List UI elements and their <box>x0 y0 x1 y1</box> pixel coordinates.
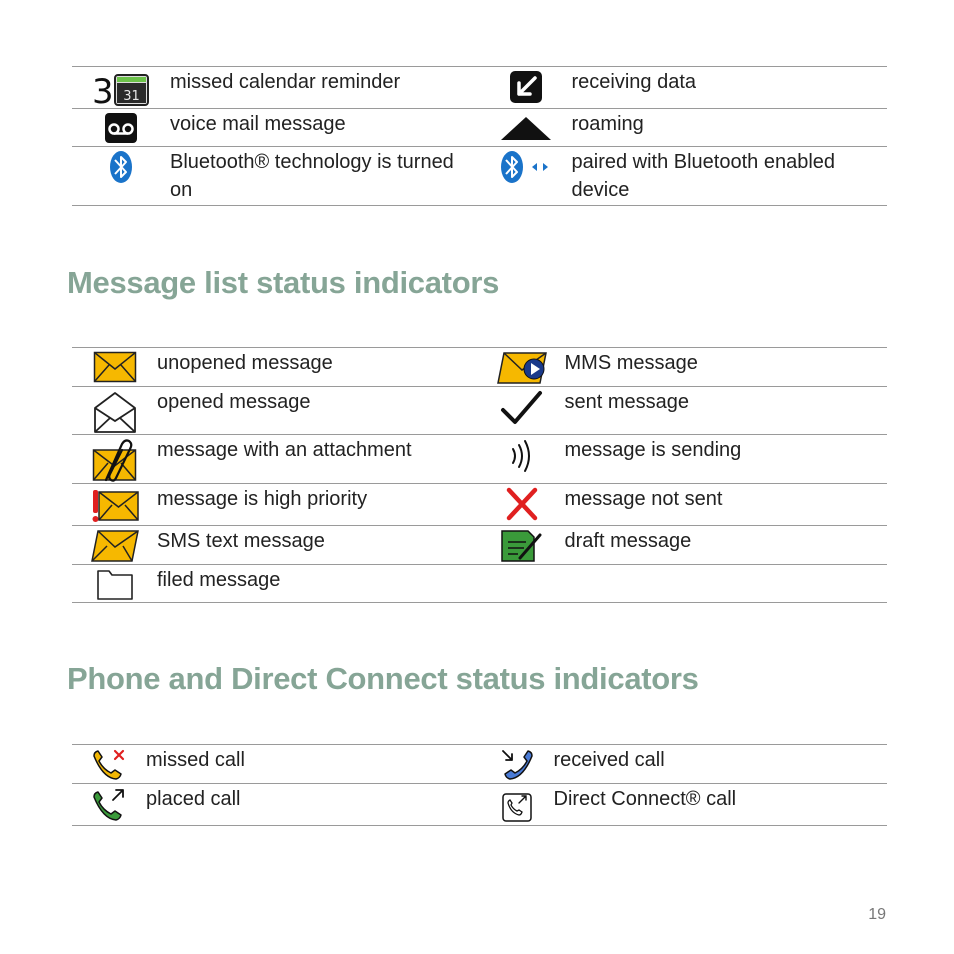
indicator-placed-call <box>72 784 480 825</box>
section-heading-message-list: Message list status indicators <box>67 265 500 300</box>
indicator-label: draft message <box>564 530 692 552</box>
indicator-label: receiving data <box>571 71 697 93</box>
page-number: 19 <box>868 906 886 923</box>
table-row <box>72 67 887 109</box>
draft-note-icon <box>480 526 565 564</box>
indicator-label: message not sent <box>564 488 723 510</box>
indicator-label: message is sending <box>564 439 742 461</box>
missed-call-icon <box>72 745 146 783</box>
indicator-received-call <box>480 745 888 783</box>
opened-envelope-icon <box>72 387 157 434</box>
empty-cell <box>480 565 888 602</box>
indicator-sent-message <box>480 387 888 434</box>
bluetooth-paired-icon <box>480 147 572 205</box>
indicator-label: message with an attachment <box>157 439 412 461</box>
receiving-data-icon <box>480 67 572 108</box>
indicator-mms-message <box>480 348 888 386</box>
attachment-envelope-icon <box>72 435 157 483</box>
indicator-label: Direct Connect® call <box>553 788 737 810</box>
phone-status-table <box>72 744 887 826</box>
indicator-label: voice mail message <box>170 113 346 135</box>
indicator-opened-message <box>72 387 480 434</box>
indicator-label: Bluetooth® technology is turned on <box>170 151 454 201</box>
table-row <box>72 348 887 387</box>
indicator-label: MMS message <box>564 352 698 374</box>
high-priority-envelope-icon <box>72 484 157 525</box>
indicator-label: placed call <box>146 788 241 810</box>
message-status-table <box>72 347 887 603</box>
indicator-label: unopened message <box>157 352 333 374</box>
indicator-label: received call <box>553 749 665 771</box>
indicator-roaming <box>480 109 888 146</box>
folder-icon <box>72 565 157 602</box>
mms-envelope-icon <box>480 348 565 386</box>
indicator-message-sending <box>480 435 888 483</box>
bluetooth-icon <box>72 147 170 205</box>
indicator-label: missed call <box>146 749 245 771</box>
table-row <box>72 784 887 826</box>
indicator-label: missed calendar reminder <box>170 71 401 93</box>
indicator-unopened-message <box>72 348 480 386</box>
calendar-badge-text: 31 <box>123 89 140 104</box>
table-row <box>72 147 887 206</box>
indicator-voice-mail <box>72 109 480 146</box>
table-row <box>72 387 887 435</box>
direct-connect-call-icon <box>480 784 554 825</box>
calendar-reminder-icon <box>72 67 170 108</box>
unopened-envelope-icon <box>72 348 157 386</box>
indicator-label: message is high priority <box>157 488 368 510</box>
received-call-icon <box>480 745 554 783</box>
indicator-direct-connect-call <box>480 784 888 825</box>
table-row <box>72 109 887 147</box>
indicator-sms-message <box>72 526 480 564</box>
checkmark-icon <box>480 387 565 434</box>
indicator-missed-calendar-reminder <box>72 67 480 108</box>
table-row <box>72 484 887 526</box>
indicator-label: SMS text message <box>157 530 325 552</box>
table-row <box>72 565 887 603</box>
indicator-label: opened message <box>157 391 311 413</box>
table-row <box>72 435 887 484</box>
status-indicator-table <box>72 66 887 206</box>
indicator-message-attachment <box>72 435 480 483</box>
indicator-label: sent message <box>564 391 690 413</box>
roaming-icon <box>480 109 572 146</box>
sending-waves-icon <box>480 435 565 483</box>
sms-envelope-icon <box>72 526 157 564</box>
section-heading-phone: Phone and Direct Connect status indicators <box>67 661 699 696</box>
placed-call-icon <box>72 784 146 825</box>
indicator-high-priority <box>72 484 480 525</box>
indicator-label: filed message <box>157 569 281 591</box>
table-row <box>72 526 887 565</box>
indicator-receiving-data <box>480 67 888 108</box>
indicator-label: roaming <box>571 113 644 135</box>
indicator-draft-message <box>480 526 888 564</box>
indicator-bluetooth-on <box>72 147 480 205</box>
voicemail-icon <box>72 109 170 146</box>
indicator-message-not-sent <box>480 484 888 525</box>
indicator-missed-call <box>72 745 480 783</box>
indicator-filed-message <box>72 565 480 602</box>
table-row <box>72 745 887 784</box>
indicator-bluetooth-paired <box>480 147 888 205</box>
calendar-reminder-number: 3 <box>92 72 114 106</box>
not-sent-x-icon <box>480 484 565 525</box>
indicator-label: paired with Bluetooth enabled device <box>571 151 836 201</box>
